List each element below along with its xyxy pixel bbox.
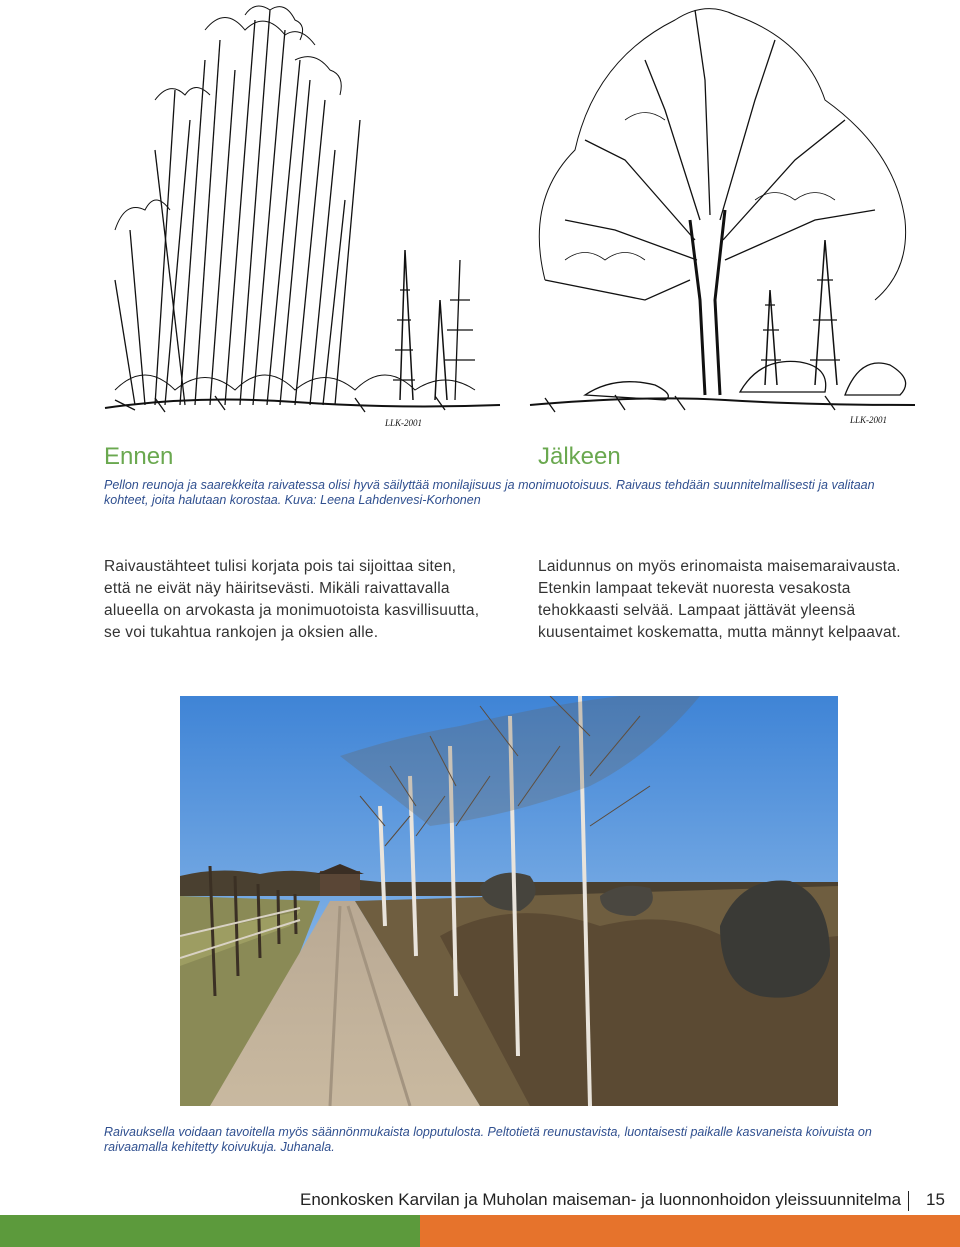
footer-document-title: Enonkosken Karvilan ja Muholan maiseman- ja luonnonhoidon yleissuunnitelma: [300, 1190, 902, 1209]
page-number: 15: [926, 1190, 945, 1209]
paragraph-left: Raivaustähteet tulisi korjata pois tai sijoittaa siten, että ne eivät näy häiritsevästi. Mikäli raivattavalla alueella on arvokasta ja monimuotoista kasvillisuutta, se voi tukahtua rankojen ja oksien alle.: [104, 558, 480, 641]
after-sketch-illustration: [525, 0, 920, 430]
heading-after: Jälkeen: [538, 443, 621, 470]
footer-band-orange: [420, 1215, 960, 1247]
paragraph-right: Laidunnus on myös erinomaista maisemaraivausta. Etenkin lampaat tekevät nuoresta vesakosta tehokkaasti selvää. Lampaat jättävät yleensä kuusentaimet koskematta, mutta männyt kelpaavat.: [538, 558, 901, 641]
footer-band-green: [0, 1215, 420, 1247]
after-signature: LLK-2001: [850, 415, 888, 425]
heading-before: Ennen: [104, 443, 174, 470]
birch-avenue-photo: [180, 696, 838, 1106]
photo-caption: Raivauksella voidaan tavoitella myös säännönmukaista lopputulosta. Peltotietä reunustavista, luontaisesti paikalle kasvaneista koivuista on raivaamalla kehitetty koivukuja. Juhanala.: [104, 1125, 872, 1154]
birch-avenue-photo-drawing: [180, 696, 838, 1106]
before-sketch-illustration: [95, 0, 505, 430]
footer-separator: [908, 1191, 909, 1211]
before-signature: LLK-2001: [385, 418, 423, 428]
illustration-caption: Pellon reunoja ja saarekkeita raivatessa olisi hyvä säilyttää monilajisuus ja monimuotoisuus. Raivaus tehdään suunnitelmallisesti ja valitaan kohteet, joita halutaan korostaa. Kuva: Leena Lahdenvesi-Korhonen: [104, 478, 875, 507]
